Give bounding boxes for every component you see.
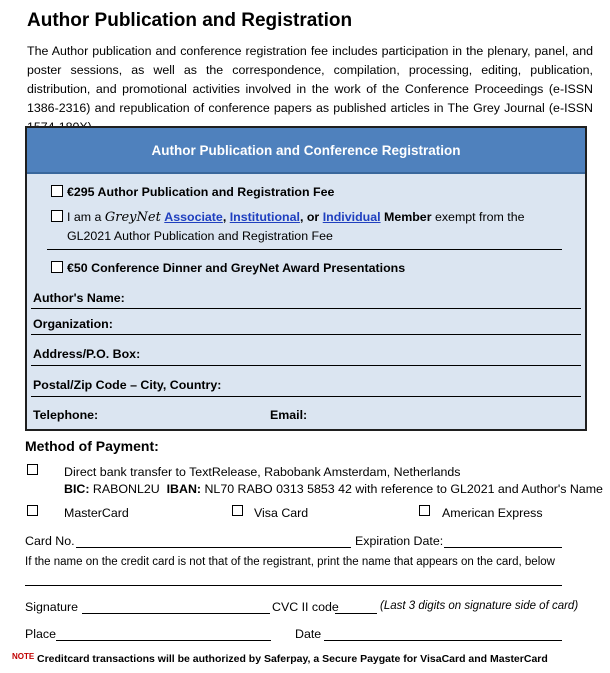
date-label: Date bbox=[295, 627, 322, 641]
member-word: Member bbox=[384, 210, 432, 224]
place-field[interactable] bbox=[56, 628, 271, 641]
address-field[interactable] bbox=[31, 365, 581, 366]
cvc-field[interactable] bbox=[335, 601, 377, 614]
place-label: Place bbox=[25, 627, 56, 641]
cvc-label: CVC II code bbox=[272, 600, 339, 614]
page-title: Author Publication and Registration bbox=[27, 10, 353, 31]
or-text: or bbox=[306, 210, 320, 224]
member-prefix: I am a bbox=[67, 210, 102, 224]
intro-paragraph: The Author publication and conference registration fee includes participation in the plenary, panel, and poster sessions, as well as the correspondence, compilation, processing, editing, publication, distribution, and promotional activities involved in the work of the Conference Proceedings (e-ISSN 1386-2316) and republication of conference papers as published articles in The Grey Journal (e-ISSN bbox=[27, 44, 593, 115]
fee-checkbox[interactable] bbox=[51, 185, 63, 197]
greynet-logo: GreyNet bbox=[104, 210, 161, 225]
mastercard-checkbox[interactable] bbox=[27, 505, 38, 516]
expiration-field[interactable] bbox=[444, 535, 562, 548]
note-tag: NOTE bbox=[12, 652, 35, 661]
signature-label: Signature bbox=[25, 600, 79, 614]
individual-link[interactable]: Individual bbox=[322, 210, 381, 224]
address-label: Address/P.O. Box: bbox=[33, 347, 141, 361]
note-text: Creditcard transactions will be authorized by Saferpay, a Secure Paygate for VisaCard and MasterCard bbox=[37, 653, 548, 665]
registration-form bbox=[25, 126, 587, 431]
organization-label: Organization: bbox=[33, 317, 113, 331]
card-no-field[interactable] bbox=[76, 535, 351, 548]
payment-title: Method of Payment: bbox=[25, 438, 159, 454]
form-header: Author Publication and Conference Registration bbox=[27, 128, 585, 174]
date-field[interactable] bbox=[324, 628, 562, 641]
bic-value: RABONL2U bbox=[92, 482, 160, 496]
postal-label: Postal/Zip Code – City, Country: bbox=[33, 378, 222, 392]
bank-line1: Direct bank transfer to TextRelease, Rabobank Amsterdam, Netherlands bbox=[64, 465, 461, 479]
fee-label: €295 Author Publication and Registration Fee bbox=[67, 185, 335, 199]
member-checkbox[interactable] bbox=[51, 210, 63, 222]
telephone-label: Telephone: bbox=[33, 408, 99, 422]
option-dinner[interactable] bbox=[51, 261, 405, 275]
amex-label: American Express bbox=[442, 506, 543, 520]
mastercard-label: MasterCard bbox=[64, 506, 129, 520]
name-note: If the name on the credit card is not that of the registrant, print the name that appears on the card, below bbox=[25, 556, 555, 568]
institutional-link[interactable]: Institutional bbox=[229, 210, 300, 224]
signature-field[interactable] bbox=[82, 601, 270, 614]
iban-value: NL70 RABO 0313 5853 42 with reference to GL2021 and Author's Name bbox=[204, 482, 603, 496]
author-name-label: Author's Name: bbox=[33, 291, 125, 305]
divider bbox=[47, 249, 562, 250]
organization-field[interactable] bbox=[31, 334, 581, 335]
cvc-note: (Last 3 digits on signature side of card) bbox=[380, 600, 579, 612]
associate-link[interactable]: Associate bbox=[164, 210, 223, 224]
visa-checkbox[interactable] bbox=[232, 505, 243, 516]
exempt-text: exempt from the bbox=[434, 210, 525, 224]
visa-label: Visa Card bbox=[254, 506, 309, 520]
expiration-label: Expiration Date: bbox=[355, 534, 444, 548]
bank-transfer-checkbox[interactable] bbox=[27, 464, 38, 475]
postal-field[interactable] bbox=[31, 396, 581, 397]
member-line2: GL2021 Author Publication and Registration Fee bbox=[67, 229, 333, 243]
dinner-label: €50 Conference Dinner and GreyNet Award Presentations bbox=[67, 261, 406, 275]
bank-line2 bbox=[64, 482, 603, 496]
bic-label: BIC: bbox=[64, 482, 90, 496]
card-no-label: Card No. bbox=[25, 534, 75, 548]
iban-label: IBAN: bbox=[166, 482, 202, 496]
option-member[interactable]: I am a GreyNet Associate, Institutional, or Individual Member exempt from the bbox=[51, 210, 525, 225]
option-fee[interactable] bbox=[51, 185, 334, 199]
author-name-field[interactable] bbox=[31, 308, 581, 309]
dinner-checkbox[interactable] bbox=[51, 261, 63, 273]
email-label: Email: bbox=[270, 408, 308, 422]
amex-checkbox[interactable] bbox=[419, 505, 430, 516]
cardholder-name-field[interactable] bbox=[25, 585, 562, 586]
